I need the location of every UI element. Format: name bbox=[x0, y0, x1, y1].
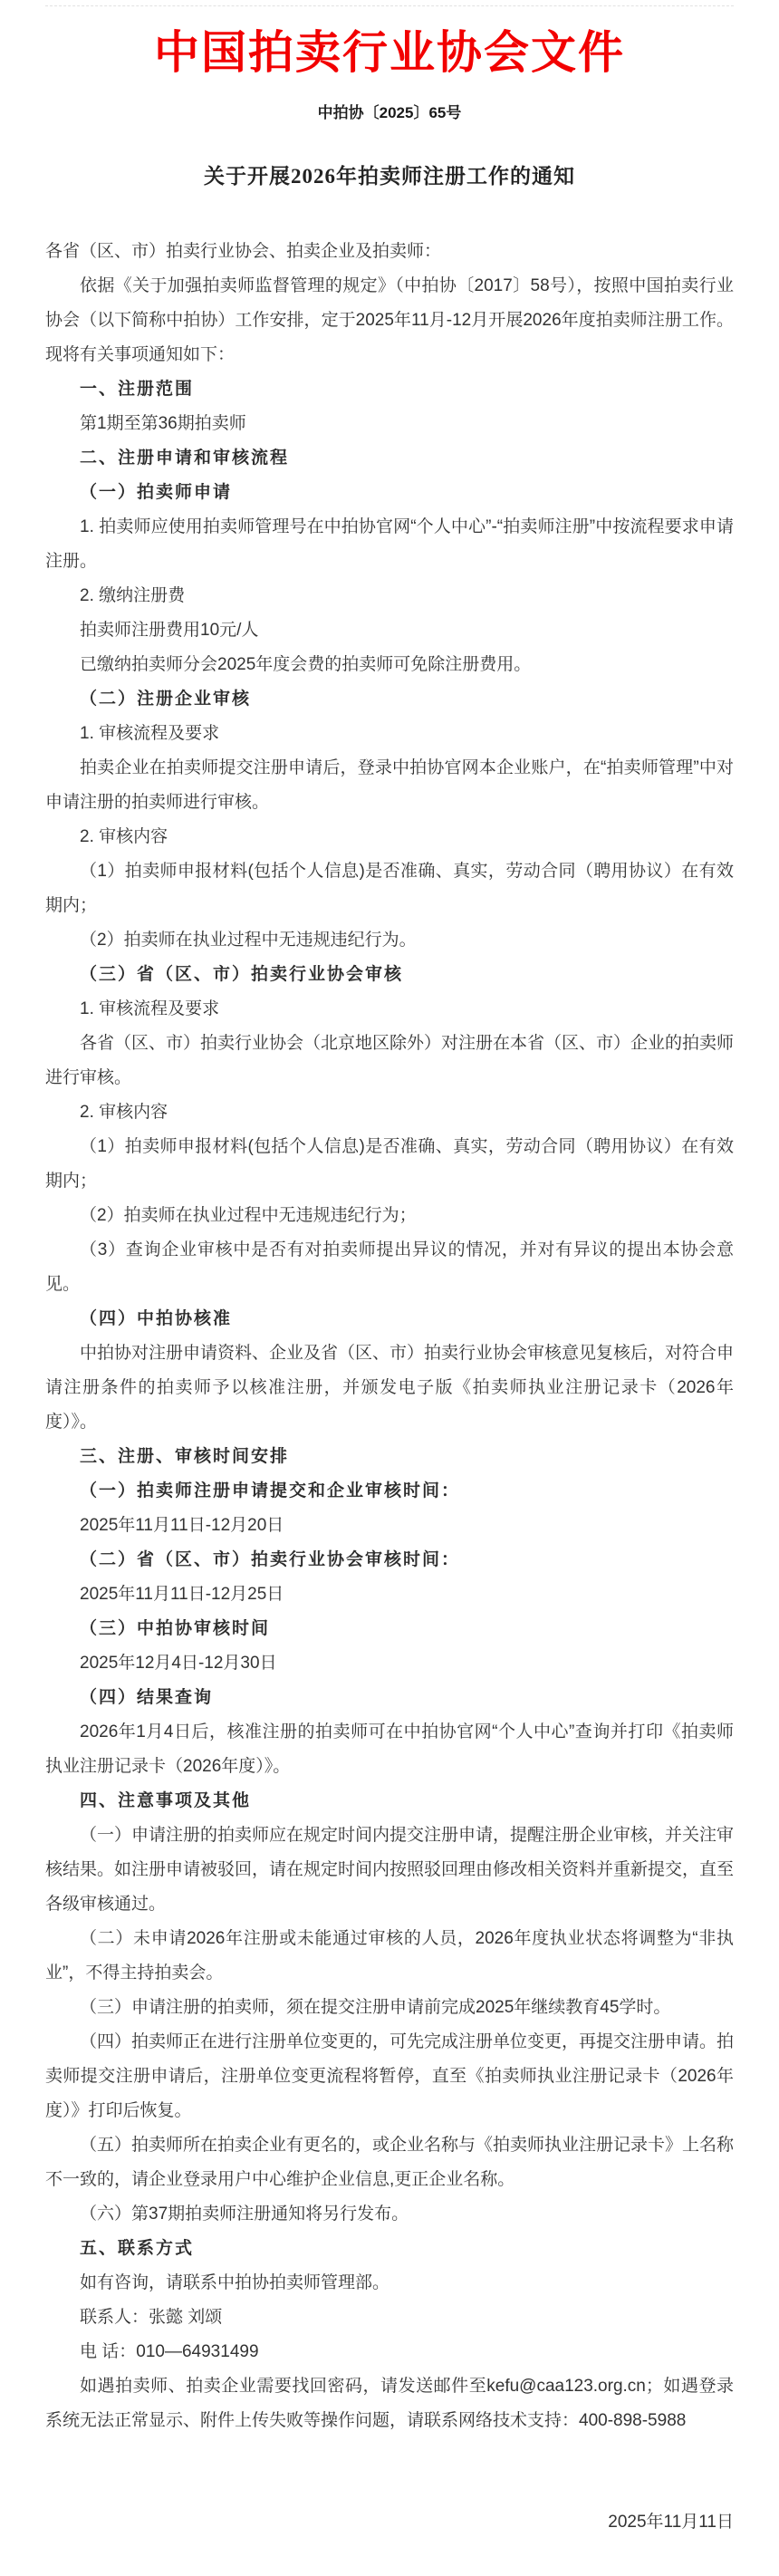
paragraph: 四、注意事项及其他 bbox=[80, 1791, 252, 1810]
paragraph: 一、注册范围 bbox=[80, 380, 195, 399]
paragraph: 2. 审核内容 bbox=[80, 1103, 168, 1122]
paragraph: 各省（区、市）拍卖行业协会、拍卖企业及拍卖师： bbox=[45, 242, 442, 261]
paragraph: （三）中拍协审核时间 bbox=[80, 1619, 271, 1638]
document-number: 中拍协〔2025〕65号 bbox=[317, 104, 462, 121]
paragraph: （五）拍卖师所在拍卖企业有更名的，或企业名称与《拍卖师执业注册记录卡》上名称不一致的，请企业登录用户中心维护企业信息,更正企业名称。 bbox=[45, 2136, 735, 2189]
paragraph: 2. 缴纳注册费 bbox=[80, 586, 186, 605]
paragraph: （二）未申请2026年注册或未能通过审核的人员，2026年度执业状态将调整为“非执业”，不得主持拍卖会。 bbox=[45, 1929, 734, 1983]
paragraph: 拍卖企业在拍卖师提交注册申请后，登录中拍协官网本企业账户，在“拍卖师管理”中对申请注册的拍卖师进行审核。 bbox=[45, 758, 734, 812]
paragraph: （六）第37期拍卖师注册通知将另行发布。 bbox=[80, 2205, 409, 2224]
paragraph: 2. 审核内容 bbox=[80, 827, 168, 846]
paragraph: （二）注册企业审核 bbox=[80, 690, 252, 709]
notice-title: 关于开展2026年拍卖师注册工作的通知 bbox=[204, 165, 575, 188]
paragraph: 如遇拍卖师、拍卖企业需要找回密码，请发送邮件至kefu@caa123.org.cn；如遇登录系统无法正常显示、附件上传失败等操作问题，请联系网络技术支持：400-898-5988 bbox=[45, 2377, 734, 2430]
paragraph: 联系人：张懿 刘颂 bbox=[80, 2308, 223, 2327]
paragraph: 2025年11月11日-12月20日 bbox=[80, 1516, 284, 1535]
paragraph: 各省（区、市）拍卖行业协会（北京地区除外）对注册在本省（区、市）企业的拍卖师进行审核。 bbox=[45, 1034, 735, 1087]
paragraph: 拍卖师注册费用10元/人 bbox=[80, 621, 259, 640]
paragraph: 2025年12月4日-12月30日 bbox=[80, 1654, 277, 1673]
paragraph: （2）拍卖师在执业过程中无违规违纪行为； bbox=[80, 1206, 417, 1225]
paragraph: （三）申请注册的拍卖师，须在提交注册申请前完成2025年继续教育45学时。 bbox=[80, 1998, 671, 2017]
document-body bbox=[0, 235, 779, 2438]
document-page bbox=[0, 5, 779, 2576]
paragraph: （一）拍卖师注册申请提交和企业审核时间： bbox=[80, 1481, 461, 1500]
paragraph: 二、注册申请和审核流程 bbox=[80, 449, 290, 468]
paragraph: （四）结果查询 bbox=[80, 1688, 214, 1707]
paragraph: 电 话：010—64931499 bbox=[80, 2342, 259, 2361]
paragraph: （三）省（区、市）拍卖行业协会审核 bbox=[80, 965, 404, 984]
top-divider bbox=[45, 5, 734, 6]
paragraph: 五、联系方式 bbox=[80, 2239, 195, 2258]
paragraph: （3）查询企业审核中是否有对拍卖师提出异议的情况，并对有异议的提出本协会意见。 bbox=[45, 1240, 734, 1294]
paragraph: （1）拍卖师申报材料(包括个人信息)是否准确、真实，劳动合同（聘用协议）在有效期内； bbox=[45, 862, 734, 915]
paragraph: 第1期至第36期拍卖师 bbox=[80, 414, 246, 433]
paragraph: 三、注册、审核时间安排 bbox=[80, 1447, 290, 1466]
paragraph: （四）中拍协核准 bbox=[80, 1309, 233, 1328]
paragraph: （2）拍卖师在执业过程中无违规违纪行为。 bbox=[80, 931, 417, 950]
document-date: 2025年11月11日 bbox=[608, 2513, 734, 2532]
paragraph: 依据《关于加强拍卖师监督管理的规定》（中拍协〔2017〕58号），按照中国拍卖行业协会（以下简称中拍协）工作安排，定于2025年11月-12月开展2026年度拍卖师注册工作。现将有关事项通知如下： bbox=[45, 276, 734, 364]
paragraph: （1）拍卖师申报材料(包括个人信息)是否准确、真实，劳动合同（聘用协议）在有效期内； bbox=[45, 1137, 734, 1191]
paragraph: （二）省（区、市）拍卖行业协会审核时间： bbox=[80, 1550, 461, 1569]
paragraph: （一）申请注册的拍卖师应在规定时间内提交注册申请，提醒注册企业审核，并关注审核结果。如注册申请被驳回，请在规定时间内按照驳回理由修改相关资料并重新提交，直至各级审核通过。 bbox=[45, 1826, 735, 1914]
paragraph: 1. 审核流程及要求 bbox=[80, 999, 220, 1018]
paragraph: （四）拍卖师正在进行注册单位变更的，可先完成注册单位变更，再提交注册申请。拍卖师提交注册申请后，注册单位变更流程将暂停，直至《拍卖师执业注册记录卡（2026年度）》打印后恢复。 bbox=[45, 2032, 735, 2120]
paragraph: 已缴纳拍卖师分会2025年度会费的拍卖师可免除注册费用。 bbox=[80, 655, 532, 674]
paragraph: （一）拍卖师申请 bbox=[80, 483, 233, 502]
paragraph: 中拍协对注册申请资料、企业及省（区、市）拍卖行业协会审核意见复核后，对符合申请注册条件的拍卖师予以核准注册，并颁发电子版《拍卖师执业注册记录卡（2026年度）》。 bbox=[45, 1344, 735, 1432]
paragraph: 2026年1月4日后，核准注册的拍卖师可在中拍协官网“个人中心”查询并打印《拍卖师执业注册记录卡（2026年度）》。 bbox=[45, 1722, 734, 1776]
paragraph: 1. 拍卖师应使用拍卖师管理号在中拍协官网“个人中心”-“拍卖师注册”中按流程要求申请注册。 bbox=[45, 517, 734, 571]
org-header-title: 中国拍卖行业协会文件 bbox=[154, 27, 625, 78]
paragraph: 如有咨询，请联系中拍协拍卖师管理部。 bbox=[80, 2273, 390, 2292]
paragraph: 2025年11月11日-12月25日 bbox=[80, 1585, 284, 1604]
paragraph: 1. 审核流程及要求 bbox=[80, 724, 220, 743]
